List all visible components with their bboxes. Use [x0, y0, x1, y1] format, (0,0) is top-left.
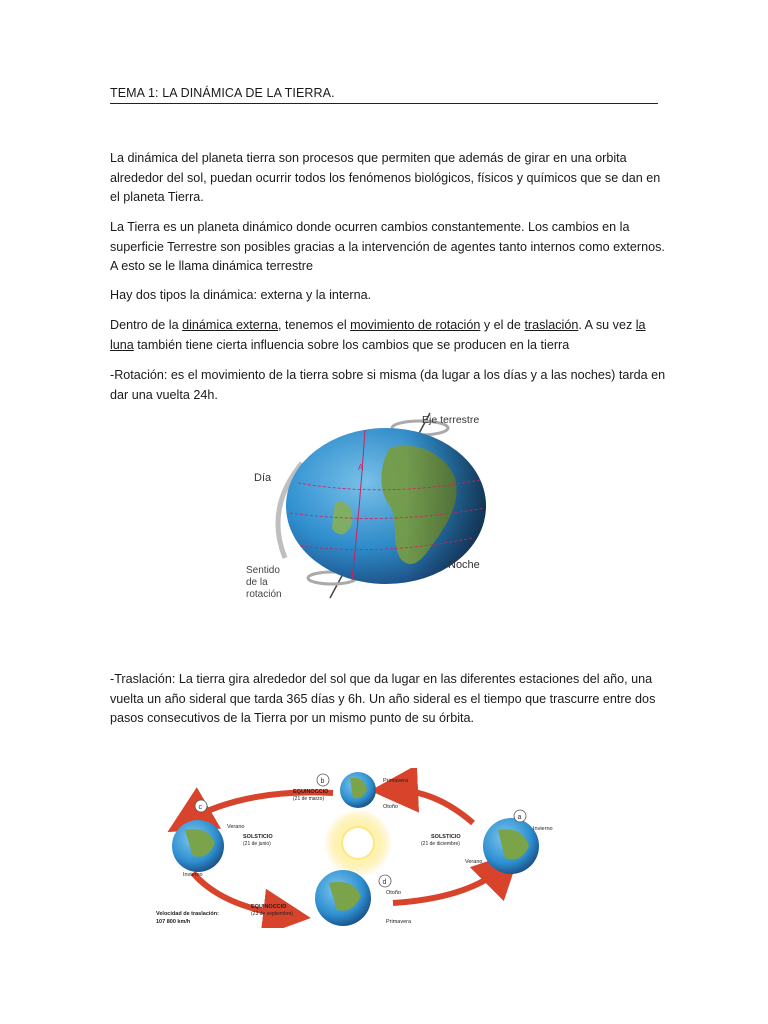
label-point-a: A — [358, 463, 364, 472]
label-invierno-left: Invierno — [183, 872, 203, 878]
label-noche: Noche — [448, 559, 480, 571]
label-speed: Velocidad de traslación: — [156, 911, 219, 917]
label-verano-left: Verano — [227, 824, 245, 830]
paragraph-dinamica-externa — [110, 316, 670, 355]
label-otono-bottom: Otoño — [386, 890, 401, 896]
translation-figure — [153, 768, 561, 928]
rotation-figure — [240, 408, 510, 603]
label-invierno-right: Invierno — [533, 826, 553, 832]
label-otono-top: Otoño — [383, 804, 398, 810]
label-equinox-march-date: (21 de marzo) — [293, 796, 325, 802]
label-primavera-bottom: Primavera — [386, 919, 412, 925]
label-solstice-june: SOLSTICIO — [243, 834, 273, 840]
label-equinox-september-date: (23 de septiembre) — [251, 911, 293, 917]
label-de-la: de la — [246, 577, 268, 588]
marker-c-label: c — [198, 804, 202, 811]
label-equinox-march: EQUINOCCIO — [293, 789, 329, 795]
underlined-term-luna: la luna — [110, 318, 646, 352]
label-rotacion: rotación — [246, 589, 282, 600]
text-run: . A su vez — [578, 318, 636, 332]
label-equinox-september: EQUINOCCIO — [251, 904, 287, 910]
text-run: y el de — [480, 318, 525, 332]
label-verano-right: Verano — [465, 859, 483, 865]
paragraph-rotacion: -Rotación: es el movimiento de la tierra sobre si misma (da lugar a los días y a las noches) tarda en dar una vuelta 24h. — [110, 368, 666, 402]
label-primavera-top: Primavera — [383, 778, 409, 784]
label-eje: Eje terrestre — [422, 414, 480, 426]
text-run: , tenemos el — [278, 318, 351, 332]
label-solstice-december-date: (21 de diciembre) — [421, 841, 460, 847]
label-dia: Día — [254, 472, 272, 484]
label-solstice-june-date: (21 de junio) — [243, 841, 271, 847]
label-solstice-december: SOLSTICIO — [431, 834, 461, 840]
text-run: Dentro de la — [110, 318, 183, 332]
underlined-term-rotacion: movimiento de rotación — [350, 318, 481, 332]
marker-d-label: d — [382, 879, 387, 886]
label-sentido: Sentido — [246, 565, 280, 576]
underlined-term-dinamica-externa: dinámica externa — [182, 318, 279, 332]
page-title: TEMA 1: LA DINÁMICA DE LA TIERRA. — [110, 86, 658, 104]
text-run: también tiene cierta influencia sobre los cambios que se producen en la tierra — [133, 337, 570, 352]
underlined-term-traslacion: traslación — [524, 318, 579, 332]
marker-a-label: a — [517, 814, 522, 821]
paragraph-tipos: Hay dos tipos la dinámica: externa y la interna. — [110, 288, 372, 302]
marker-b-label: b — [320, 778, 325, 785]
sun-core — [342, 827, 374, 859]
paragraph-traslacion: -Traslación: La tierra gira alrededor del sol que da lugar en las diferentes estaciones del año, una vuelta un año sideral que tarda 365 días y 6h. Un año sideral es el tiempo que trascurre entre dos pasos consecutivos de la Tierra por un mismo punto de su órbita. — [110, 672, 656, 725]
label-speed-value: 107 800 km/h — [156, 919, 191, 925]
paragraph-tierra-dinamica: La Tierra es un planeta dinámico donde ocurren cambios constantemente. Los cambios en la superficie Terrestre son posibles gracias a la intervención de agentes tanto internos como externos. A esto se le llama dinámica terrestre — [110, 220, 665, 273]
paragraph-dinamica: La dinámica del planeta tierra son procesos que permiten que además de girar en una orbita alrededor del sol, puedan ocurrir todos los fenómenos biológicos, físicos y químicos que se dan en el planeta Tierra. — [110, 151, 661, 204]
